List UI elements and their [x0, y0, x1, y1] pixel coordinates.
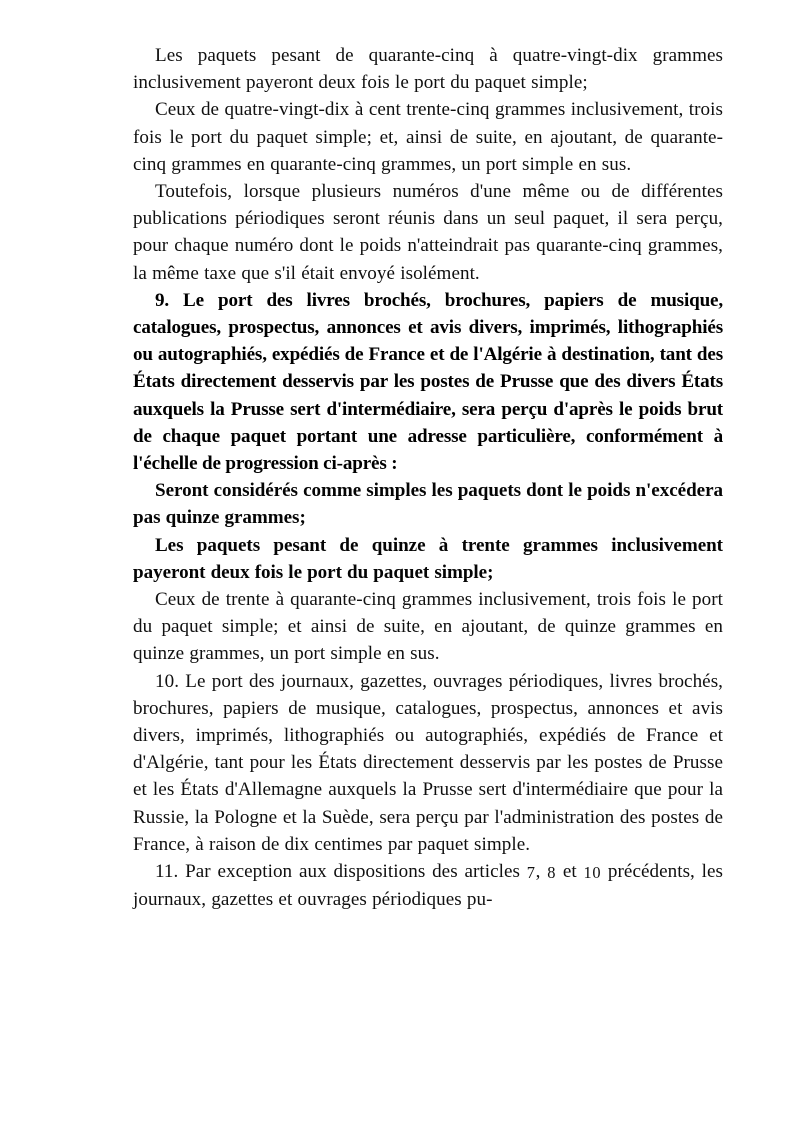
paragraph-article-11: 11. Par exception aux dispositions des articles 7, 8 et 10 précédents, les journaux, gazettes et ouvrages périodiques pu- — [133, 861, 724, 911]
old-style-figure: 7 — [526, 863, 536, 883]
paragraph-article-10: 10. Le port des journaux, gazettes, ouvrages périodiques, livres brochés, brochures, papiers de musique, catalogues, prospectus, annonces et avis divers, imprimés, lithographiés ou autographiés, expédiés de France et d'Algérie, tant pour les États directement desservis par les postes de Prusse et les États d'Allemagne auxquels la Prusse sert d'intermédiaire que pour la Russie, la Pologne et la Suède, sera perçu par l'administration des postes de France, à raison de dix centimes par paquet simple. — [133, 670, 723, 855]
paragraph-paquets-15-30: Les paquets pesant de quinze à trente grammes inclusivement payeront deux fois le port du paquet simple; — [133, 534, 723, 583]
old-style-figure: 8 — [547, 863, 557, 883]
text-column — [133, 42, 723, 913]
paragraph-toutefois: Toutefois, lorsque plusieurs numéros d'une même ou de différentes publications périodiques seront réunis dans un seul paquet, il sera perçu, pour chaque numéro dont le poids n'atteindrait pas quarante-cinq grammes, la même taxe que s'il était envoyé isolément. — [133, 181, 723, 284]
paragraph-paquets-45-90: Les paquets pesant de quarante-cinq à quatre-vingt-dix grammes inclusivement payeront deux fois le port du paquet simple; — [133, 45, 723, 94]
paragraph-ceux-90-135: Ceux de quatre-vingt-dix à cent trente-cinq grammes inclusivement, trois fois le port du paquet simple; et, ainsi de suite, en ajoutant, de quarante-cinq grammes en quarante-cinq grammes, un port simple en sus. — [133, 99, 723, 175]
paragraph-article-9: 9. Le port des livres brochés, brochures, papiers de musique, catalogues, prospectus, annonces et avis divers, imprimés, lithographiés ou autographiés, expédiés de France et de l'Algérie à destination, tant des États directement desservis par les postes de Prusse que des divers États auxquels la Prusse sert d'intermédiaire, sera perçu d'après le poids brut de chaque paquet portant une adresse particulière, conformément à l'échelle de progression ci-après : — [133, 289, 723, 475]
paragraph-ceux-30-45: Ceux de trente à quarante-cinq grammes inclusivement, trois fois le port du paquet simple; et ainsi de suite, en ajoutant, de quinze grammes en quinze grammes, un port simple en sus. — [133, 589, 723, 665]
paragraph-seront-consideres: Seront considérés comme simples les paquets dont le poids n'excédera pas quinze grammes; — [133, 480, 723, 529]
old-style-figure: 10 — [583, 863, 602, 883]
